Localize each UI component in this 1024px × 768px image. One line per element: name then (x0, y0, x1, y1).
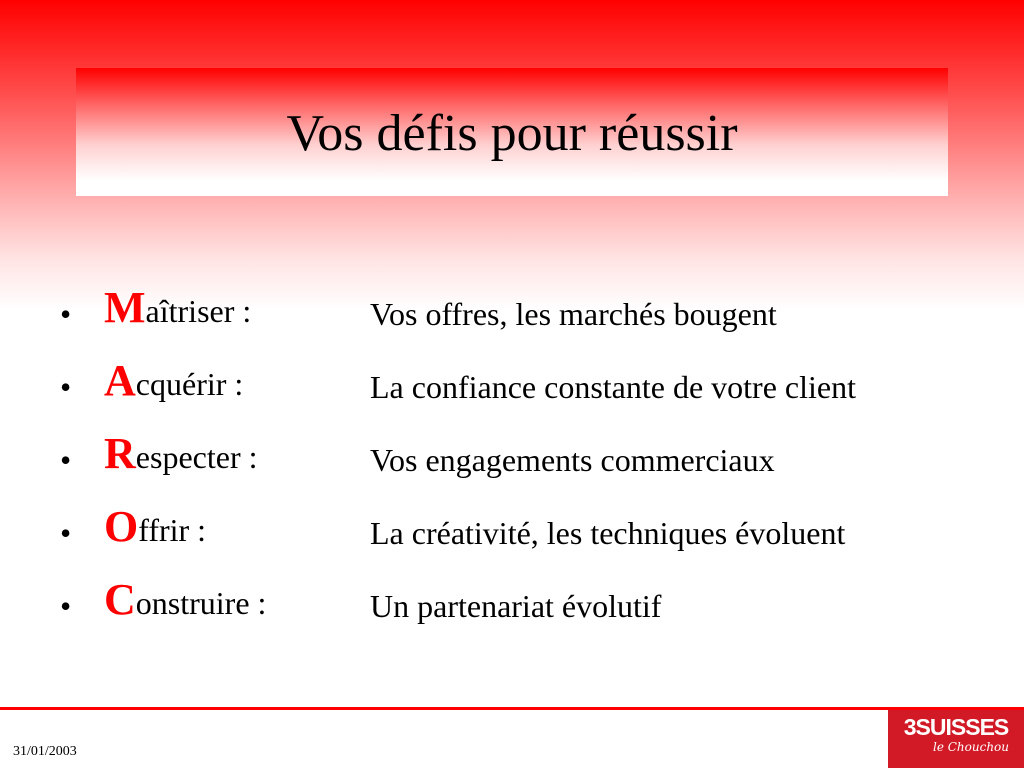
brand-logo (888, 710, 1024, 768)
footer-date: 31/01/2003 (13, 744, 77, 759)
item-term-rest: onstruire : (135, 585, 267, 621)
item-term (104, 356, 244, 405)
list-item (60, 283, 1000, 359)
item-description: La créativité, les techniques évoluent (370, 515, 846, 551)
item-term-rest: cquérir : (135, 366, 244, 402)
item-description: La confiance constante de votre client (370, 369, 856, 405)
item-description: Un partenariat évolutif (370, 588, 662, 624)
logo-wordmark: 3SUISSES (903, 714, 1009, 740)
item-term (104, 502, 207, 551)
item-term (104, 575, 267, 624)
list-item (60, 356, 1000, 432)
item-term-rest: especter : (135, 439, 258, 475)
item-term-rest: aîtriser : (145, 293, 252, 329)
bullet-icon: • (60, 369, 72, 405)
acronym-list (60, 283, 1000, 651)
footer-divider (0, 707, 1024, 710)
item-initial: R (104, 429, 136, 478)
item-term (104, 429, 258, 478)
bullet-icon: • (60, 588, 72, 624)
item-initial: C (104, 575, 136, 624)
list-item (60, 429, 1000, 505)
list-item (60, 502, 1000, 578)
title-banner (76, 68, 948, 196)
item-initial: M (104, 283, 146, 332)
item-term-rest: ffrir : (138, 512, 207, 548)
list-item (60, 575, 1000, 651)
item-initial: A (104, 356, 136, 405)
logo-tagline: le Chouchou (932, 740, 1010, 754)
item-description: Vos engagements commerciaux (370, 442, 775, 478)
bullet-icon: • (60, 296, 72, 332)
bullet-icon: • (60, 515, 72, 551)
bullet-icon: • (60, 442, 72, 478)
slide-title: Vos défis pour réussir (286, 105, 738, 162)
item-term (104, 283, 252, 332)
item-description: Vos offres, les marchés bougent (370, 296, 777, 332)
item-initial: O (104, 502, 139, 551)
